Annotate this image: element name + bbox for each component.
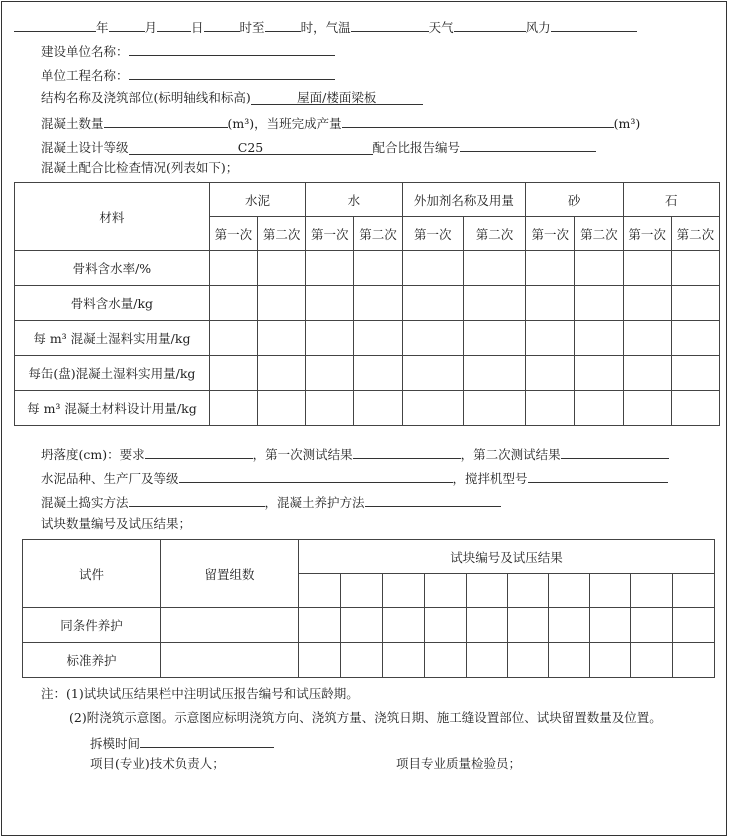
- data-cell[interactable]: [526, 391, 575, 426]
- grade-line: [41, 136, 596, 156]
- volume-field[interactable]: [104, 112, 228, 128]
- data-cell[interactable]: [354, 356, 402, 391]
- slump-first-label: ，第一次测试结果: [252, 447, 353, 462]
- demold-line: [90, 732, 274, 752]
- data-cell[interactable]: [463, 321, 525, 356]
- report-field[interactable]: [460, 136, 596, 152]
- mix-check-line: [41, 158, 238, 178]
- result-cell[interactable]: [673, 608, 715, 643]
- specimen-table: [22, 539, 715, 678]
- weather-label: 天气: [428, 20, 454, 35]
- result-subcell[interactable]: [673, 574, 715, 608]
- slump-label: 坍落度(cm)：要求: [41, 447, 145, 462]
- temperature-field[interactable]: [351, 16, 429, 32]
- data-cell[interactable]: [526, 321, 575, 356]
- project-line: [41, 64, 335, 84]
- compact-line: [41, 491, 501, 511]
- results-header: 试块编号及试压结果: [299, 540, 715, 574]
- data-cell[interactable]: [209, 251, 257, 286]
- data-cell[interactable]: [402, 321, 463, 356]
- slump-second-label: ，第二次测试结果: [460, 447, 561, 462]
- month-label: 月: [144, 20, 158, 35]
- first-test-header: 第一次: [209, 217, 257, 251]
- tech-lead-line: [90, 754, 225, 774]
- output-unit-label: (m³): [613, 116, 641, 131]
- data-cell[interactable]: [623, 321, 671, 356]
- data-cell[interactable]: [463, 391, 525, 426]
- wind-label: 风力: [525, 20, 551, 35]
- data-cell[interactable]: [306, 391, 354, 426]
- cure-label: ，混凝土养护方法: [264, 495, 365, 510]
- data-cell[interactable]: [671, 251, 719, 286]
- material-header: 材料: [15, 183, 210, 251]
- result-cell[interactable]: [631, 608, 673, 643]
- data-cell[interactable]: [209, 321, 257, 356]
- day-field[interactable]: [157, 16, 191, 32]
- data-cell[interactable]: [623, 391, 671, 426]
- mixer-field[interactable]: [528, 467, 668, 483]
- specimen-title-line: [41, 514, 191, 534]
- data-cell[interactable]: [575, 321, 623, 356]
- mix-check-label: 混凝土配合比检查情况(列表如下)；: [41, 160, 239, 175]
- result-subcell[interactable]: [467, 574, 508, 608]
- cure-field[interactable]: [365, 491, 501, 507]
- project-label: 单位工程名称：: [41, 68, 129, 83]
- to-label: 时至: [239, 20, 265, 35]
- day-label: 日: [191, 20, 204, 35]
- data-cell[interactable]: [623, 356, 671, 391]
- sand-header: 砂: [526, 183, 623, 217]
- result-cell[interactable]: [425, 643, 467, 678]
- project-field[interactable]: [129, 64, 335, 80]
- month-field[interactable]: [109, 16, 145, 32]
- weather-field[interactable]: [454, 16, 526, 32]
- end-hour-field[interactable]: [265, 16, 301, 32]
- structure-line: [41, 88, 423, 108]
- result-cell[interactable]: [341, 643, 383, 678]
- stone-header: 石: [623, 183, 720, 217]
- slump-line: [41, 443, 669, 463]
- data-cell[interactable]: [575, 251, 623, 286]
- data-cell[interactable]: [402, 251, 463, 286]
- data-cell[interactable]: [526, 251, 575, 286]
- date-weather-line: [14, 16, 637, 36]
- data-cell[interactable]: [402, 356, 463, 391]
- result-cell[interactable]: [383, 608, 425, 643]
- table-row: [15, 321, 720, 356]
- row-label: 标准养护: [23, 643, 161, 678]
- groups-header: 留置组数: [161, 540, 299, 608]
- data-cell[interactable]: [526, 286, 575, 321]
- groups-cell[interactable]: [161, 608, 299, 643]
- groups-cell[interactable]: [161, 643, 299, 678]
- data-cell[interactable]: [257, 251, 305, 286]
- construction-unit-label: 建设单位名称：: [41, 44, 129, 59]
- first-test-header: 第一次: [623, 217, 671, 251]
- compact-label: 混凝土捣实方法: [41, 495, 129, 510]
- cement-header: 水泥: [209, 183, 305, 217]
- note-2: [69, 708, 662, 728]
- table-row: [15, 356, 720, 391]
- result-cell[interactable]: [383, 643, 425, 678]
- data-cell[interactable]: [306, 286, 354, 321]
- result-subcell[interactable]: [299, 574, 341, 608]
- note-2-text: (2)附浇筑示意图。示意图应标明浇筑方向、浇筑方量、浇筑日期、施工缝设置部位、试块留置数量及位置。: [69, 710, 662, 725]
- result-cell[interactable]: [549, 608, 590, 643]
- data-cell[interactable]: [354, 321, 402, 356]
- table-row: [23, 643, 715, 678]
- second-test-header: 第二次: [671, 217, 719, 251]
- volume-line: [41, 112, 640, 132]
- result-subcell[interactable]: [549, 574, 590, 608]
- data-cell[interactable]: [306, 321, 354, 356]
- result-subcell[interactable]: [590, 574, 631, 608]
- first-test-header: 第一次: [526, 217, 575, 251]
- data-cell[interactable]: [257, 286, 305, 321]
- data-cell[interactable]: [354, 251, 402, 286]
- row-label: 同条件养护: [23, 608, 161, 643]
- structure-value[interactable]: 屋面/楼面梁板: [251, 89, 423, 105]
- data-cell[interactable]: [575, 356, 623, 391]
- note-1: [41, 684, 359, 704]
- result-cell[interactable]: [341, 608, 383, 643]
- result-cell[interactable]: [508, 643, 549, 678]
- slump-first-field[interactable]: [353, 443, 461, 459]
- data-cell[interactable]: [526, 356, 575, 391]
- volume-unit-label: (m³)，当班完成产量: [227, 116, 342, 131]
- data-cell[interactable]: [463, 356, 525, 391]
- specimen-title: 试块数量编号及试压结果；: [41, 516, 192, 531]
- note-1-text: 注：(1)试块试压结果栏中注明试压报告编号和试压龄期。: [41, 686, 359, 701]
- table-row: [15, 286, 720, 321]
- data-cell[interactable]: [623, 251, 671, 286]
- result-cell[interactable]: [508, 608, 549, 643]
- report-label: 配合比报告编号: [372, 140, 461, 155]
- mixer-label: ，搅拌机型号: [452, 471, 528, 486]
- data-cell[interactable]: [306, 251, 354, 286]
- result-cell[interactable]: [590, 608, 631, 643]
- slump-required-field[interactable]: [145, 443, 253, 459]
- year-label: 年: [96, 20, 109, 35]
- data-cell[interactable]: [257, 391, 305, 426]
- result-cell[interactable]: [425, 608, 467, 643]
- second-test-header: 第二次: [575, 217, 623, 251]
- data-cell[interactable]: [402, 286, 463, 321]
- grade-label: 混凝土设计等级: [41, 140, 129, 155]
- data-cell[interactable]: [257, 321, 305, 356]
- result-subcell[interactable]: [631, 574, 673, 608]
- start-hour-field[interactable]: [204, 16, 240, 32]
- data-cell[interactable]: [209, 391, 257, 426]
- result-cell[interactable]: [299, 608, 341, 643]
- result-subcell[interactable]: [383, 574, 425, 608]
- data-cell[interactable]: [257, 356, 305, 391]
- wind-field[interactable]: [551, 16, 637, 32]
- data-cell[interactable]: [402, 391, 463, 426]
- structure-label: 结构名称及浇筑部位(标明轴线和标高): [41, 90, 251, 105]
- row-label: 每 m³ 混凝土湿料实用量/kg: [15, 321, 210, 356]
- data-cell[interactable]: [575, 391, 623, 426]
- result-cell[interactable]: [590, 643, 631, 678]
- water-header: 水: [306, 183, 402, 217]
- data-cell[interactable]: [209, 356, 257, 391]
- result-subcell[interactable]: [425, 574, 467, 608]
- data-cell[interactable]: [463, 251, 525, 286]
- result-cell[interactable]: [549, 643, 590, 678]
- second-test-header: 第二次: [463, 217, 525, 251]
- qc-label: 项目专业质量检验员；: [396, 756, 522, 771]
- data-cell[interactable]: [671, 321, 719, 356]
- result-cell[interactable]: [467, 608, 508, 643]
- row-label: 骨料含水量/kg: [15, 286, 210, 321]
- result-cell[interactable]: [673, 643, 715, 678]
- specimen-header: 试件: [23, 540, 161, 608]
- result-cell[interactable]: [631, 643, 673, 678]
- compact-field[interactable]: [129, 491, 265, 507]
- data-cell[interactable]: [463, 286, 525, 321]
- tech-lead-label: 项目(专业)技术负责人；: [90, 756, 225, 771]
- data-cell[interactable]: [671, 356, 719, 391]
- first-test-header: 第一次: [306, 217, 354, 251]
- slump-second-field[interactable]: [561, 443, 669, 459]
- demold-field[interactable]: [140, 732, 274, 748]
- data-cell[interactable]: [575, 286, 623, 321]
- volume-label: 混凝土数量: [41, 116, 104, 131]
- admixture-header: 外加剂名称及用量: [402, 183, 526, 217]
- grade-value[interactable]: C25: [129, 139, 373, 155]
- data-cell[interactable]: [209, 286, 257, 321]
- row-label: 骨料含水率/%: [15, 251, 210, 286]
- pour-record-form: [1, 1, 727, 836]
- cement-line: [41, 467, 668, 487]
- second-test-header: 第二次: [354, 217, 402, 251]
- demold-label: 拆模时间: [90, 736, 141, 751]
- construction-unit-field[interactable]: [129, 40, 335, 56]
- year-field[interactable]: [14, 16, 96, 32]
- first-test-header: 第一次: [402, 217, 463, 251]
- qc-line: [396, 754, 521, 774]
- data-cell[interactable]: [306, 356, 354, 391]
- row-label: 每缶(盘)混凝土湿料实用量/kg: [15, 356, 210, 391]
- mix-table: [14, 182, 720, 426]
- temperature-label: 时，气温: [300, 20, 351, 35]
- second-test-header: 第二次: [257, 217, 305, 251]
- data-cell[interactable]: [354, 391, 402, 426]
- data-cell[interactable]: [623, 286, 671, 321]
- result-cell[interactable]: [299, 643, 341, 678]
- data-cell[interactable]: [671, 286, 719, 321]
- cement-label: 水泥品种、生产厂及等级: [41, 471, 179, 486]
- data-cell[interactable]: [671, 391, 719, 426]
- cement-field[interactable]: [179, 467, 453, 483]
- construction-unit-line: [41, 40, 335, 60]
- output-field[interactable]: [342, 112, 614, 128]
- result-subcell[interactable]: [341, 574, 383, 608]
- data-cell[interactable]: [354, 286, 402, 321]
- result-cell[interactable]: [467, 643, 508, 678]
- result-subcell[interactable]: [508, 574, 549, 608]
- table-row: [23, 608, 715, 643]
- table-row: [15, 251, 720, 286]
- table-row: [15, 391, 720, 426]
- row-label: 每 m³ 混凝土材料设计用量/kg: [15, 391, 210, 426]
